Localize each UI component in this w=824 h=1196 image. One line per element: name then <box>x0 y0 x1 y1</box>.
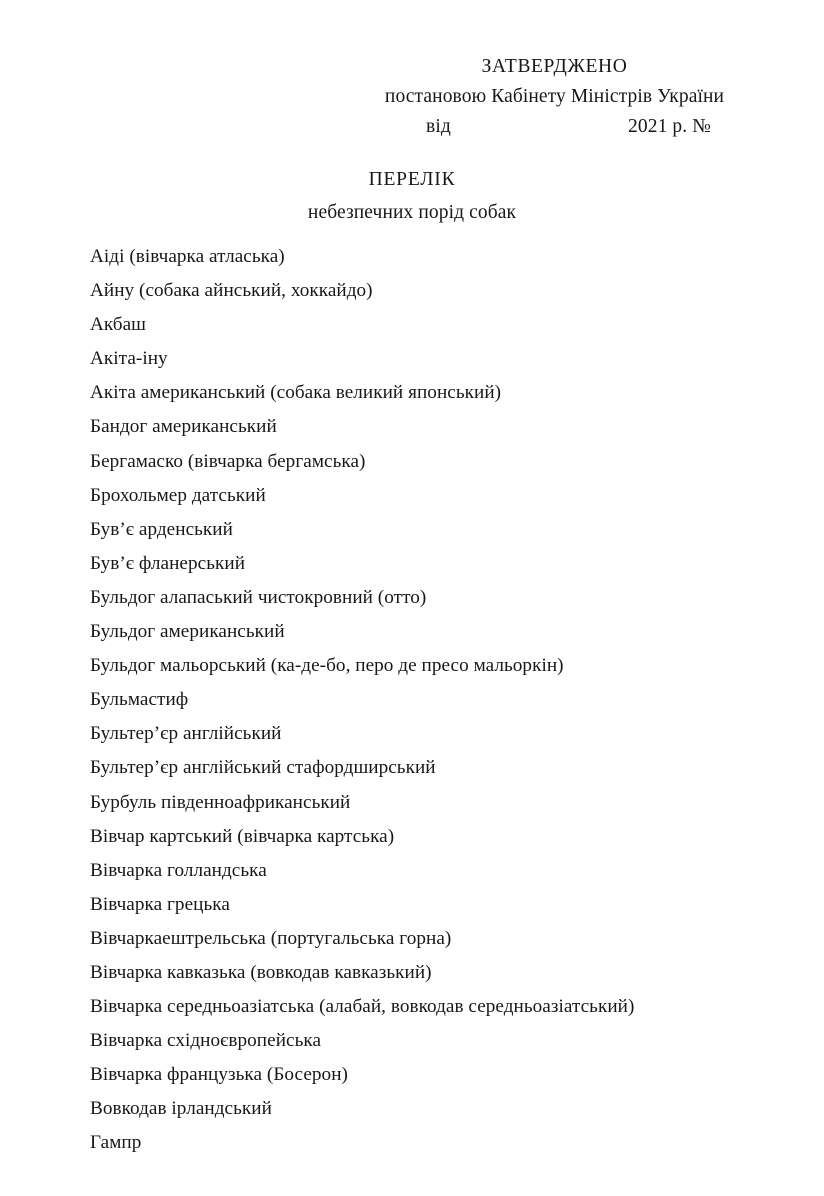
list-item: Аіді (вівчарка атласька) <box>90 246 285 267</box>
list-item: Бергамаско (вівчарка бергамська) <box>90 450 366 472</box>
list-item: Брохольмер датський <box>90 484 266 506</box>
list-item: Бультер’єр англійський стафордширський <box>90 757 436 779</box>
list-item: Вівчарка французька (Босерон) <box>90 1064 348 1086</box>
list-item: Айну (собака айнський, хоккайдо) <box>90 280 373 302</box>
approval-date-value: 2021 р. № <box>628 116 711 137</box>
approval-date-blank <box>518 112 628 142</box>
list-item: Вівчарка голландська <box>90 859 267 881</box>
list-item: Акбаш <box>90 314 147 336</box>
approval-block <box>362 52 747 142</box>
list-item: Акіта-іну <box>90 348 168 370</box>
list-item: Вівчарка кавказька (вовкодав кавказький) <box>90 961 432 983</box>
list-item: Вовкодав ірландський <box>90 1098 272 1120</box>
list-item: Був’є фланерський <box>90 552 246 574</box>
list-item: Бульмастиф <box>90 689 189 711</box>
list-item: Вівчарка середньоазіатська (алабай, вовкодав середньоазіатський) <box>90 996 635 1018</box>
list-item: Вівчар картський (вівчарка картська) <box>90 825 395 847</box>
list-item: Бандог американський <box>90 416 277 438</box>
page-title <box>0 163 824 229</box>
list-item: Бульдог алапаський чистокровний (отто) <box>90 586 427 608</box>
approval-heading: ЗАТВЕРДЖЕНО <box>481 56 628 77</box>
list-item: Бультер’єр англійський <box>90 723 282 745</box>
list-item: Вівчарка східноєвропейська <box>90 1030 322 1052</box>
title-main: ПЕРЕЛІК <box>368 169 456 190</box>
approval-date-line <box>362 112 747 142</box>
list-item: Бульдог мальорський (ка-де-бо, перо де пресо мальоркін) <box>90 655 564 677</box>
list-item: Бульдог американський <box>90 621 285 643</box>
approval-authority: постановою Кабінету Міністрів України <box>384 86 725 107</box>
breed-list <box>90 240 780 1161</box>
list-item: Вівчаркаештрельська (португальська горна) <box>90 927 452 949</box>
list-item: Бурбуль південноафриканський <box>90 791 351 813</box>
list-item: Акіта американський (собака великий японський) <box>90 382 502 404</box>
title-subtitle: небезпечних порід собак <box>307 202 517 223</box>
approval-date-label: від <box>426 116 451 137</box>
list-item: Вівчарка грецька <box>90 893 230 915</box>
list-item: Був’є арденський <box>90 518 233 540</box>
list-item: Гампр <box>90 1132 142 1154</box>
